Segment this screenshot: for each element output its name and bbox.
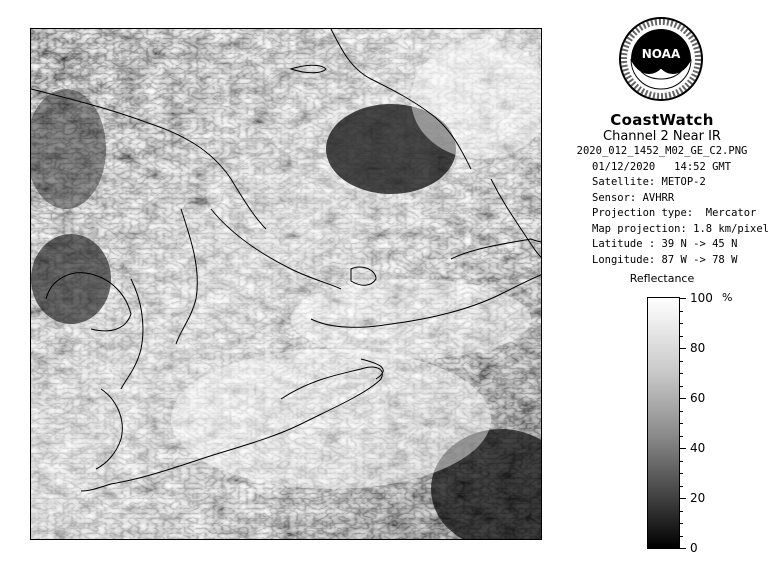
colorbar-tick-label: 60 — [690, 391, 706, 405]
colorbar-tick — [680, 511, 683, 512]
projection-type: Projection type: Mercator — [592, 207, 757, 219]
noaa-logo — [618, 16, 704, 102]
colorbar-tick-label: 40 — [690, 441, 706, 455]
colorbar-tick — [680, 361, 683, 362]
colorbar-tick — [680, 448, 686, 449]
colorbar-tick — [680, 386, 683, 387]
satellite-info: Satellite: METOP-2 — [592, 176, 706, 188]
channel-label: Channel 2 Near IR — [603, 129, 721, 144]
sensor-info: Sensor: AVHRR — [592, 191, 675, 204]
dark-area — [31, 234, 111, 324]
colorbar-title: Reflectance — [629, 272, 695, 285]
colorbar-tick-label: 20 — [690, 491, 706, 505]
product-title: CoastWatch — [610, 111, 714, 129]
colorbar-tick — [680, 373, 683, 374]
colorbar-tick — [680, 298, 686, 299]
colorbar-tick — [680, 423, 683, 424]
colorbar-tick — [680, 461, 683, 462]
map-projection: Map projection: 1.8 km/pixel — [592, 222, 770, 235]
colorbar-tick-label: 0 — [690, 541, 698, 555]
colorbar-tick-label: 100 — [690, 291, 713, 305]
colorbar-tick — [680, 348, 686, 349]
colorbar-tick-label: 80 — [690, 341, 706, 355]
metadata-panel — [562, 111, 770, 268]
colorbar-tick — [680, 323, 683, 324]
colorbar-unit: % — [722, 291, 733, 304]
longitude-range: Longitude: 87 W -> 78 W — [592, 253, 738, 266]
colorbar-tick — [680, 536, 683, 537]
colorbar-ticks — [680, 291, 750, 555]
cloud-mass — [291, 279, 531, 359]
date-time: 01/12/2020 14:52 GMT — [592, 160, 732, 173]
colorbar-tick — [680, 498, 686, 499]
cloud-mass — [171, 349, 491, 489]
colorbar-tick — [680, 411, 683, 412]
colorbar-tick — [680, 336, 683, 337]
latitude-range: Latitude : 39 N -> 45 N — [592, 238, 738, 250]
noaa-seal-icon — [618, 16, 704, 102]
colorbar-tick — [680, 548, 686, 549]
satellite-imagery — [31, 29, 542, 540]
colorbar-tick — [680, 473, 683, 474]
colorbar-tick — [680, 436, 683, 437]
noaa-logo-text: NOAA — [641, 47, 681, 61]
colorbar-tick — [680, 398, 686, 399]
colorbar-tick — [680, 311, 683, 312]
filename: 2020_012_1452_M02_GE_C2.PNG — [576, 145, 748, 157]
colorbar-tick — [680, 486, 683, 487]
satellite-image-map — [30, 28, 542, 540]
reflectance-colorbar — [647, 297, 680, 549]
colorbar-tick — [680, 523, 683, 524]
